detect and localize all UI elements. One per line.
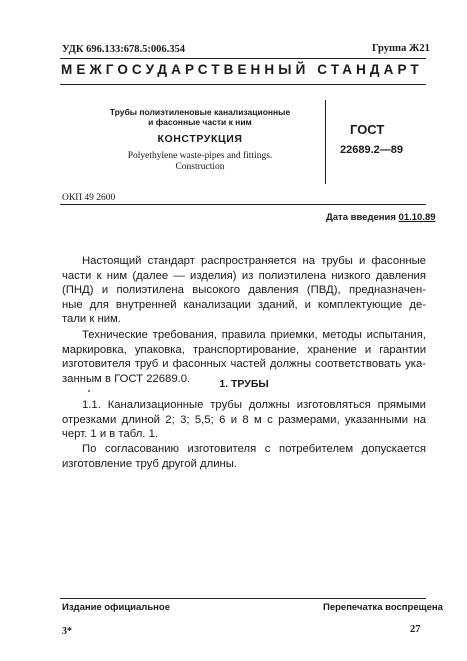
text-line: изготовление труб другой длины. <box>62 457 238 470</box>
gost-label: ГОСТ <box>350 122 385 137</box>
title-en-line1: Polyethylene waste-pipes and fittings. <box>127 151 273 161</box>
footer-rule <box>60 598 426 599</box>
effective-date-label: Дата введения <box>326 212 396 223</box>
title-ru-line1: Трубы полиэтиленовые канализационные <box>109 107 291 117</box>
text-line: 1.1. Канализационные трубы должны изготовляться прямыми <box>82 399 426 411</box>
title-construction: КОНСТРУКЦИЯ <box>157 133 243 145</box>
group-code: Группа Ж21 <box>372 43 430 54</box>
paragraph-length-agreement <box>62 442 426 471</box>
page-number: 27 <box>410 624 421 635</box>
reprint-notice: Перепечатка воспрещена <box>323 602 443 613</box>
section-heading: 1. ТРУБЫ <box>219 378 269 390</box>
signature-mark: 3* <box>62 626 72 637</box>
header-rule-bottom <box>60 84 426 85</box>
text-line: маркировка, упаковка, транспортирование, хранение и гарантии <box>62 343 426 356</box>
effective-date <box>326 212 436 223</box>
text-line: черт. 1 и в табл. 1. <box>62 428 158 441</box>
text-line: тали к ним. <box>62 313 121 326</box>
gost-number: 22689.2—89 <box>340 144 403 156</box>
header-rule-top <box>60 58 426 59</box>
effective-date-value: 01.10.89 <box>398 212 436 223</box>
standard-banner: МЕЖГОСУДАРСТВЕННЫЙ СТАНДАРТ <box>61 62 423 77</box>
text-line: (ПНД) и полиэтилена высокого давления (ПВД), предназначен- <box>62 284 426 297</box>
text-line: По согласованию изготовителя с потребителем допускается <box>82 443 426 455</box>
okp-rule <box>60 204 426 205</box>
title-en-line2: Construction <box>175 162 225 172</box>
text-line: занным в ГОСТ 22689.0. <box>62 372 191 385</box>
okp-code: ОКП 49 2600 <box>62 193 116 203</box>
title-divider <box>325 100 326 184</box>
title-ru-line2: и фасонные части к ним <box>148 117 252 127</box>
text-line: ные для внутренней канализации зданий, и комплектующие де- <box>62 298 426 311</box>
text-line: отрезками длиной 2; 3; 5,5; 6 и 8 м с размерами, указанными на <box>62 413 426 426</box>
text-line: изготовителя труб и фасонных частей должны соответствовать ука- <box>62 358 426 371</box>
official-edition: Издание официальное <box>62 602 170 613</box>
speck-mark <box>88 390 90 392</box>
udc-code: УДК 696.133:678.5:006.354 <box>62 44 185 55</box>
text-line: Технические требования, правила приемки, методы испытания, <box>82 329 426 341</box>
paragraph-1-1 <box>62 398 426 442</box>
text-line: части к ним (далее — изделия) из полиэтилена низкого давления <box>62 269 426 282</box>
text-line: Настоящий стандарт распространяется на трубы и фасонные <box>82 255 426 267</box>
paragraph-scope <box>62 254 426 327</box>
